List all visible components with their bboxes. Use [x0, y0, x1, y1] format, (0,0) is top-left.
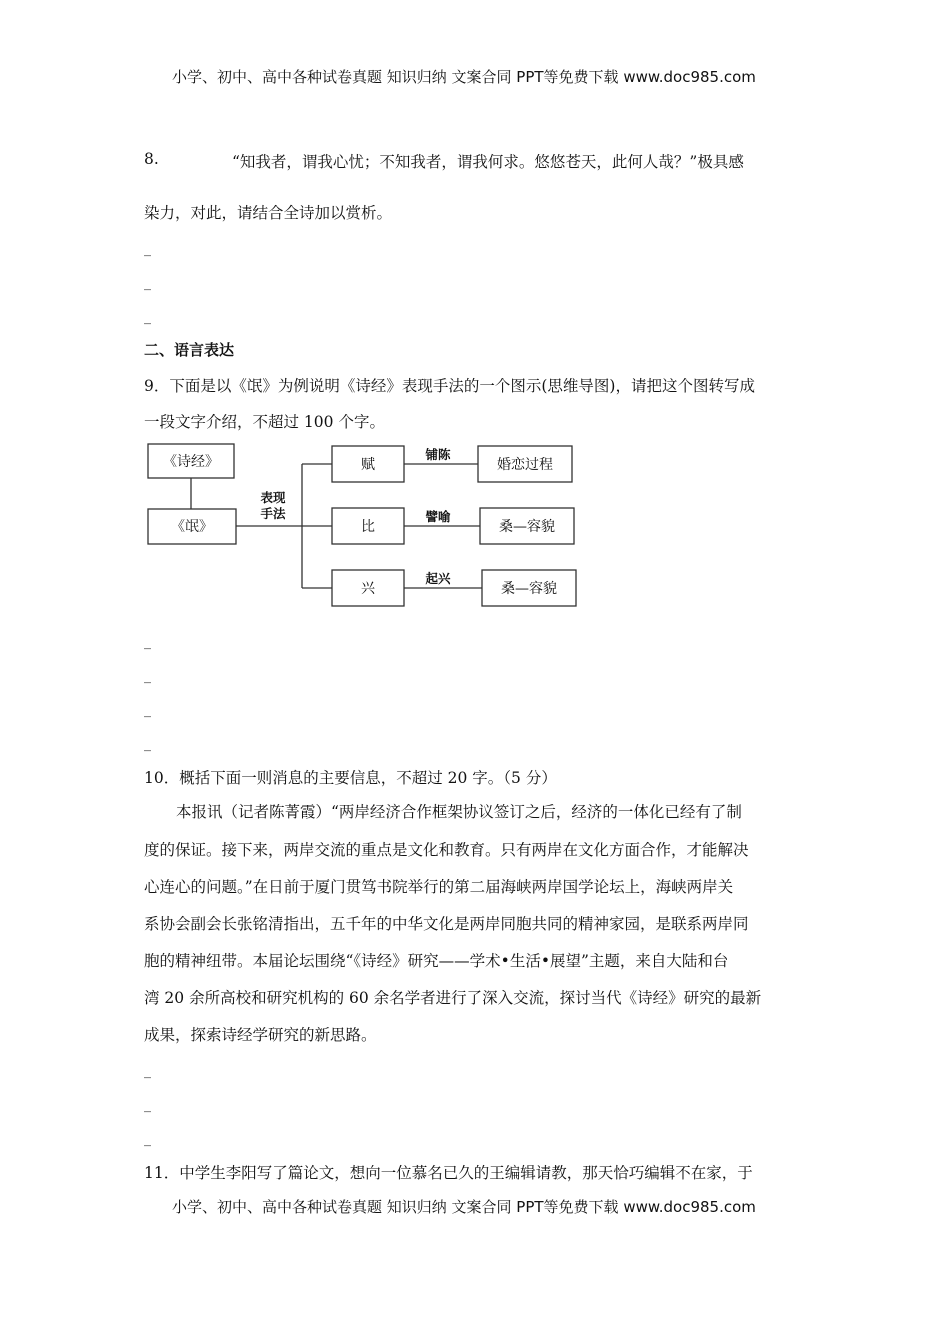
diagram-text-result: 桑—容貌 — [501, 581, 557, 597]
q10-para-line: 胞的精神纽带。本届论坛围绕“《诗经》研究——学术•生活•展望”主题，来自大陆和台 — [144, 952, 729, 970]
page-header: 小学、初中、高中各种试卷真题 知识归纳 文案合同 PPT等免费下载 www.doc985.com — [172, 68, 756, 86]
answer-blank: _ — [144, 1131, 151, 1147]
answer-blank: _ — [144, 241, 151, 257]
q8-number: 8. — [144, 150, 159, 168]
q10-line-1: 10．概括下面一则消息的主要信息，不超过 20 字。（5 分） — [144, 769, 557, 787]
page-footer: 小学、初中、高中各种试卷真题 知识归纳 文案合同 PPT等免费下载 www.doc985.com — [172, 1198, 756, 1216]
q10-para-line: 系协会副会长张铭清指出，五千年的中华文化是两岸同胞共同的精神家园，是联系两岸同 — [144, 915, 749, 933]
section-title: 二、语言表达 — [144, 341, 235, 359]
answer-blank: _ — [144, 309, 151, 325]
q11-line-1: 11．中学生李阳写了篇论文，想向一位慕名已久的王编辑请教，那天恰巧编辑不在家，于 — [144, 1164, 753, 1182]
answer-blank: _ — [144, 1097, 151, 1113]
q8-line-2: 染力，对此，请结合全诗加以赏析。 — [144, 204, 393, 222]
q10-para-line: 本报讯（记者陈菁霞）“两岸经济合作框架协议签订之后，经济的一体化已经有了制 — [176, 803, 742, 821]
q10-para-line: 湾 20 余所高校和研究机构的 60 余名学者进行了深入交流，探讨当代《诗经》研究的最新 — [144, 989, 762, 1007]
q10-para-line: 度的保证。接下来，两岸交流的重点是文化和教育。只有两岸在文化方面合作，才能解决 — [144, 841, 749, 859]
answer-blank: _ — [144, 275, 151, 291]
answer-blank: _ — [144, 634, 151, 650]
diagram-text-xing: 兴 — [361, 581, 375, 597]
answer-blank: _ — [144, 702, 151, 718]
diagram-text-fu: 赋 — [361, 457, 375, 473]
diagram-label-relation: 铺陈 — [425, 447, 451, 462]
answer-blank: _ — [144, 1063, 151, 1079]
q10-para-line: 成果，探索诗经学研究的新思路。 — [144, 1026, 377, 1044]
answer-blank: _ — [144, 736, 151, 752]
diagram-text-shijing: 《诗经》 — [163, 454, 219, 470]
diagram-text-mang: 《氓》 — [171, 519, 213, 535]
q9-line-1: 9．下面是以《氓》为例说明《诗经》表现手法的一个图示(思维导图)，请把这个图转写成 — [144, 377, 755, 395]
diagram-label-shoufa: 手法 — [260, 506, 286, 521]
q9-line-2: 一段文字介绍，不超过 100 个字。 — [144, 413, 385, 431]
q8-line-1: “知我者，谓我心忧；不知我者，谓我何求。悠悠苍天，此何人哉？”极具感 — [232, 153, 744, 171]
diagram-label-relation: 起兴 — [425, 571, 451, 586]
q10-para-line: 心连心的问题。”在日前于厦门贯笃书院举行的第二届海峡两岸国学论坛上，海峡两岸关 — [144, 878, 734, 896]
diagram-label-biaoxian: 表现 — [260, 490, 286, 505]
diagram-text-result: 婚恋过程 — [497, 457, 553, 473]
answer-blank: _ — [144, 668, 151, 684]
mind-map-diagram — [140, 436, 590, 616]
diagram-text-result: 桑—容貌 — [499, 519, 555, 535]
diagram-label-relation: 譬喻 — [425, 509, 451, 524]
diagram-text-bi: 比 — [361, 519, 375, 535]
